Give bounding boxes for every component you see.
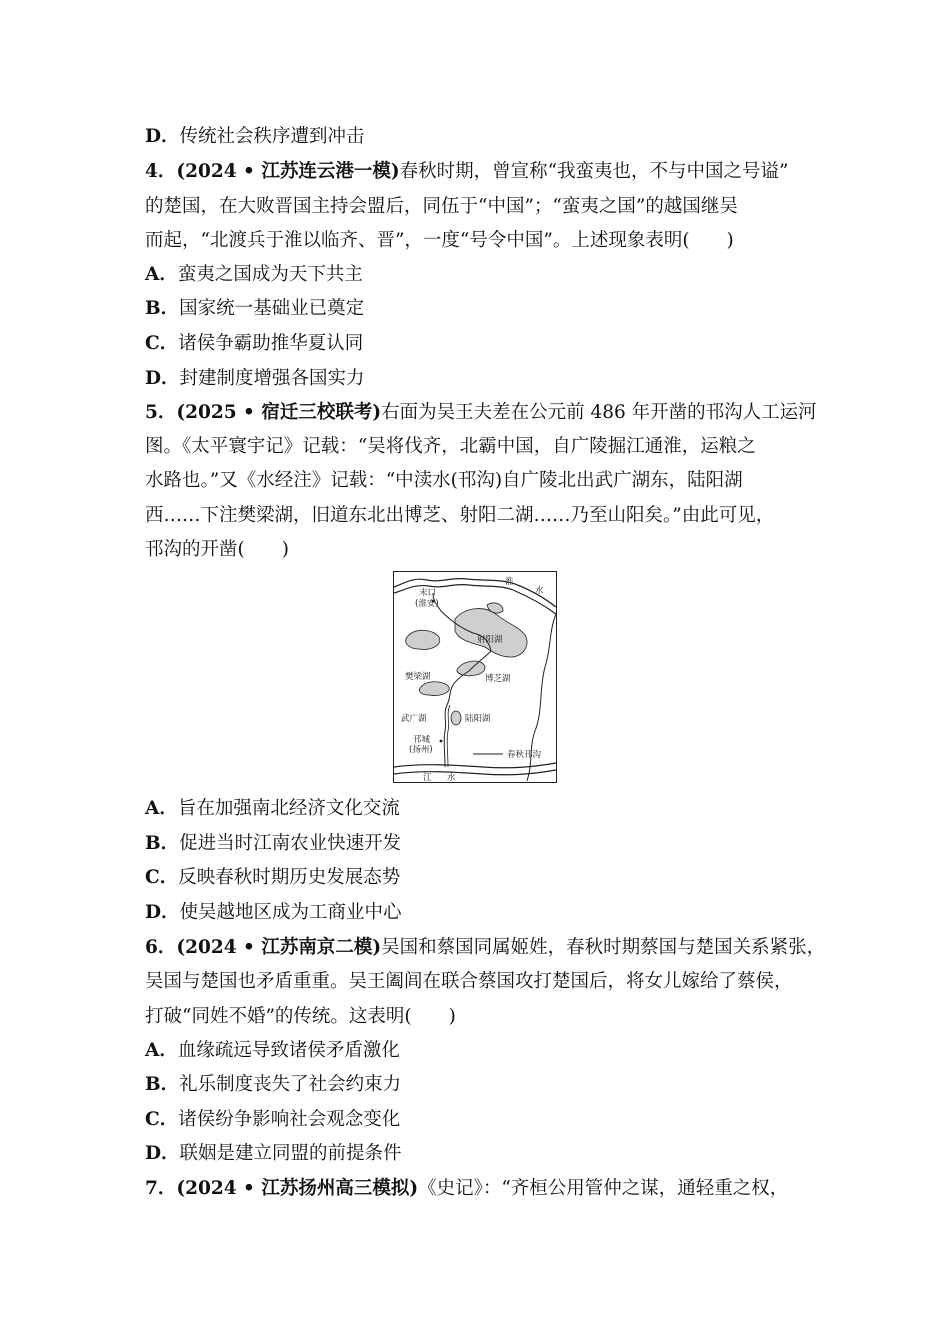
question-number: 6． bbox=[145, 937, 177, 958]
option-text: 促进当时江南农业快速开发 bbox=[179, 833, 402, 854]
q4-option-b bbox=[145, 297, 364, 321]
label-yangzhou: (扬州) bbox=[409, 745, 433, 755]
label-fanliang-lake: 樊梁湖 bbox=[405, 672, 431, 682]
question-source: (2025 • 宿迁三校联考) bbox=[176, 402, 382, 423]
q6-stem-line-2: 吴国与楚国也矛盾重重。吴王阖闾在联合蔡国攻打楚国后，将女儿嫁给了蔡侯， bbox=[145, 971, 793, 992]
q4-option-c bbox=[145, 332, 363, 356]
question-source: (2024 • 江苏扬州高三模拟) bbox=[176, 1178, 419, 1199]
option-text: 礼乐制度丧失了社会约束力 bbox=[179, 1074, 402, 1095]
stem-text: 右面为吴王夫差在公元前 486 年开凿的邗沟人工运河 bbox=[381, 402, 817, 423]
q6-option-d bbox=[145, 1142, 402, 1166]
luyang-lake-shape bbox=[451, 711, 461, 725]
option-text: 封建制度增强各国实力 bbox=[179, 368, 365, 389]
q5-option-d bbox=[145, 901, 402, 925]
option-letter: B． bbox=[145, 298, 180, 319]
option-letter: D． bbox=[145, 1143, 180, 1164]
label-mokou: 末口 bbox=[419, 588, 437, 598]
option-letter: C． bbox=[145, 1109, 179, 1130]
q5-stem-line-2: 图。《太平寰宇记》记载：“吴将伐齐，北霸中国，自广陵掘江通淮，运粮之 bbox=[145, 436, 756, 457]
option-text: 旨在加强南北经济文化交流 bbox=[177, 798, 400, 819]
option-letter: B． bbox=[145, 1074, 180, 1095]
q4-option-d bbox=[145, 367, 365, 391]
hangou-canal-map bbox=[393, 571, 557, 783]
option-text: 反映春秋时期历史发展态势 bbox=[178, 867, 401, 888]
option-text: 传统社会秩序遭到冲击 bbox=[179, 126, 365, 147]
option-letter: C． bbox=[145, 333, 179, 354]
q6-option-c bbox=[145, 1108, 400, 1132]
q4-stem-line-3: 而起，“北渡兵于淮以临齐、晋”，一度“号令中国”。上述现象表明( ) bbox=[145, 230, 734, 251]
option-letter: D． bbox=[145, 368, 180, 389]
option-text: 国家统一基础业已奠定 bbox=[179, 298, 365, 319]
q6-option-a bbox=[145, 1039, 400, 1063]
hancheng-point bbox=[440, 740, 443, 743]
label-shui-bottom: 水 bbox=[447, 773, 456, 783]
option-text: 蛮夷之国成为天下共主 bbox=[177, 264, 363, 285]
option-letter: A． bbox=[145, 798, 178, 819]
q5-option-a bbox=[145, 797, 400, 821]
q5-stem-line-1 bbox=[145, 401, 817, 425]
q4-option-a bbox=[145, 263, 363, 287]
label-huaian: (淮安) bbox=[415, 599, 439, 609]
option-text: 联姻是建立同盟的前提条件 bbox=[179, 1143, 402, 1164]
label-sheyang-lake: 射阳湖 bbox=[477, 635, 503, 645]
label-hancheng: 邗城 bbox=[413, 735, 431, 745]
label-luyang-lake: 陆阳湖 bbox=[465, 714, 491, 724]
q3-option-d bbox=[145, 125, 365, 149]
question-number: 4． bbox=[145, 161, 177, 182]
legend-label: 春秋邗沟 bbox=[507, 750, 542, 760]
q5-stem-line-4: 西……下注樊梁湖，旧道东北出博芝、射阳二湖……乃至山阳矣。”由此可见， bbox=[145, 505, 775, 526]
label-bozhi-lake: 博芝湖 bbox=[485, 674, 511, 684]
q5-option-b bbox=[145, 832, 401, 856]
label-wuguang-lake: 武广湖 bbox=[401, 714, 427, 724]
q6-stem-line-3: 打破“同姓不婚”的传统。这表明( ) bbox=[145, 1006, 456, 1027]
option-letter: B． bbox=[145, 833, 180, 854]
q6-stem-line-1 bbox=[145, 936, 825, 960]
q6-option-b bbox=[145, 1073, 401, 1097]
q7-stem-line-1 bbox=[145, 1177, 788, 1201]
q5-stem-line-5: 邗沟的开凿( ) bbox=[145, 539, 289, 560]
option-letter: D． bbox=[145, 902, 180, 923]
question-source: (2024 • 江苏连云港一模) bbox=[176, 161, 400, 182]
q5-option-c bbox=[145, 866, 400, 890]
option-text: 诸侯纷争影响社会观念变化 bbox=[178, 1109, 401, 1130]
stem-text: 《史记》：“齐桓公用管仲之谋，通轻重之权， bbox=[418, 1178, 789, 1199]
option-letter: C． bbox=[145, 867, 179, 888]
q4-stem-line-1 bbox=[145, 160, 789, 184]
question-number: 7． bbox=[145, 1178, 177, 1199]
option-letter: D． bbox=[145, 126, 180, 147]
label-jiang: 江 bbox=[423, 773, 432, 783]
option-letter: A． bbox=[145, 264, 178, 285]
label-shui-top: 水 bbox=[535, 586, 544, 596]
option-text: 血缘疏远导致诸侯矛盾激化 bbox=[177, 1040, 400, 1061]
question-source: (2024 • 江苏南京二模) bbox=[176, 937, 382, 958]
stem-text: 吴国和蔡国同属姬姓，春秋时期蔡国与楚国关系紧张， bbox=[381, 937, 826, 958]
q5-stem-line-3: 水路也。”又《水经注》记载：“中渎水(邗沟)自广陵北出武广湖东，陆阳湖 bbox=[145, 470, 743, 491]
label-huai: 淮 bbox=[505, 577, 514, 587]
option-text: 使吴越地区成为工商业中心 bbox=[179, 902, 402, 923]
option-text: 诸侯争霸助推华夏认同 bbox=[178, 333, 364, 354]
option-letter: A． bbox=[145, 1040, 178, 1061]
stem-text: 春秋时期，曾宣称“我蛮夷也，不与中国之号谥” bbox=[399, 161, 789, 182]
west-lake-shape bbox=[406, 630, 440, 649]
q4-stem-line-2: 的楚国，在大败晋国主持会盟后，同伍于“中国”；“蛮夷之国”的越国继吴 bbox=[145, 196, 738, 217]
question-number: 5． bbox=[145, 402, 177, 423]
